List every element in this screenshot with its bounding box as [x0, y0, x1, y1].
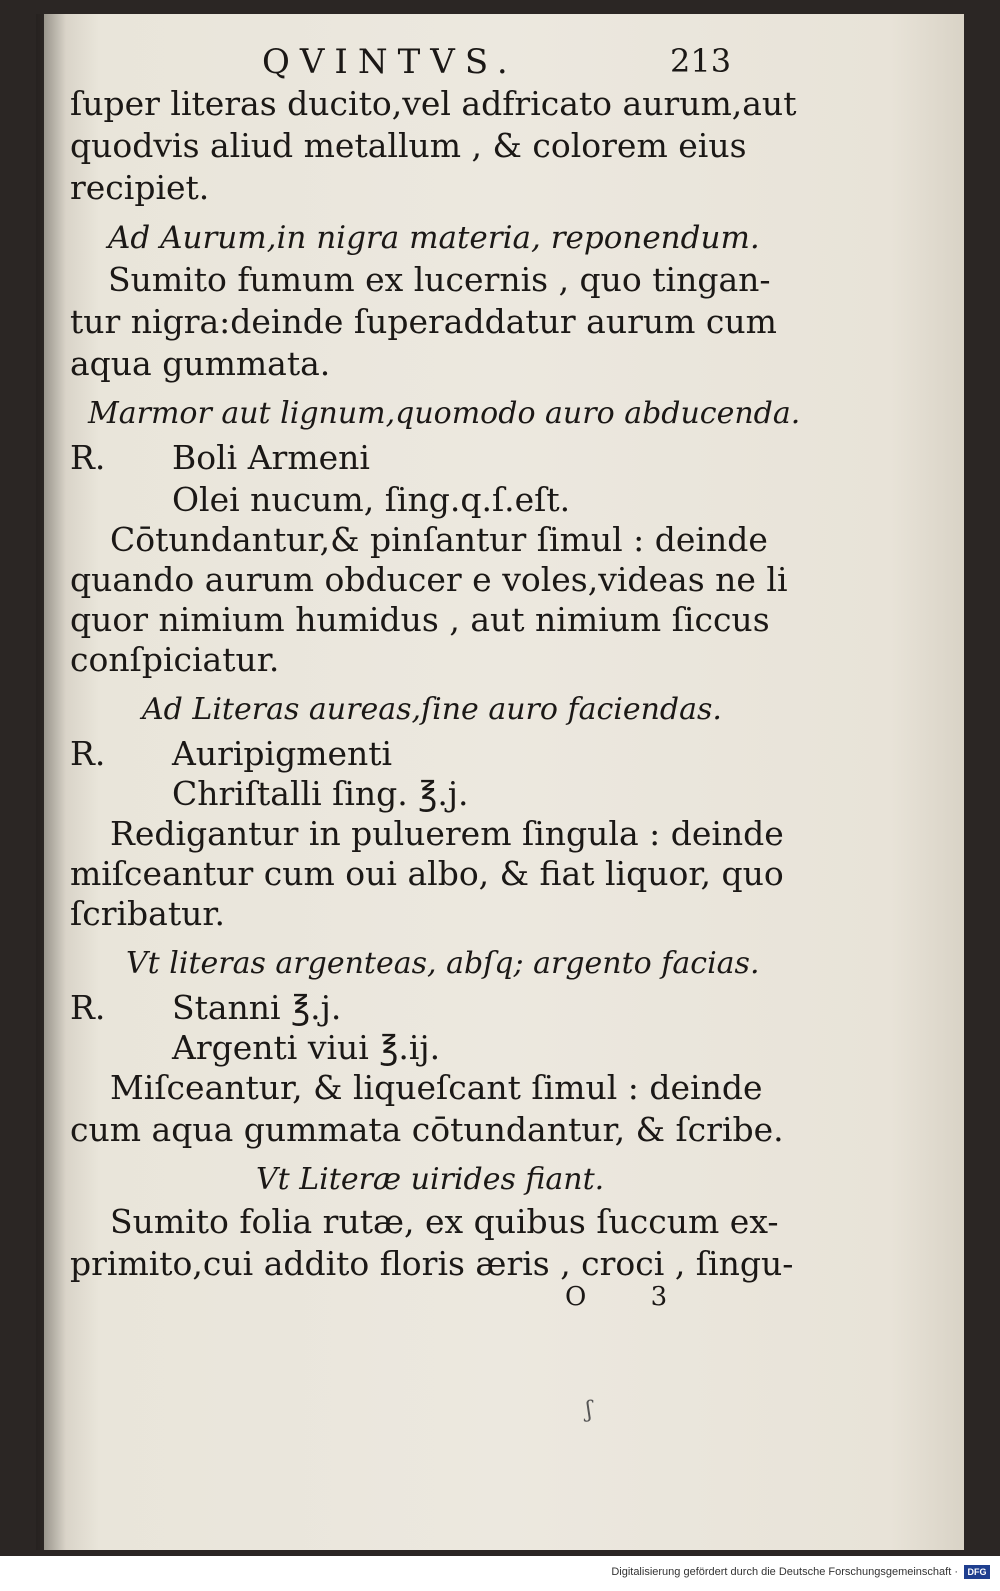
ingredient: Auripigmenti	[172, 734, 393, 773]
ingredient: Boli Armeni	[172, 438, 370, 477]
text-line: quor nimium humidus , aut nimium ſiccus	[70, 600, 770, 639]
page-number: 213	[670, 42, 732, 80]
signature-mark: O 3	[565, 1282, 696, 1312]
recipe-heading: Ad Literas aureas,ſine auro faciendas.	[142, 692, 722, 727]
ingredient: Olei nucum, ſing.q.ſ.eſt.	[172, 480, 571, 519]
text-line: Miſceantur, & liqueſcant ſimul : deinde	[110, 1068, 763, 1107]
text-line: primito,cui addito floris æris , croci , ſingu-	[70, 1244, 794, 1283]
ink-mark: ʃ	[586, 1398, 592, 1423]
text-line: ſuper literas ducito,vel adfricato aurum,aut	[70, 84, 797, 123]
recipe-heading: Ad Aurum,in nigra materia, reponendum.	[108, 220, 760, 256]
text-line: ſcribatur.	[70, 894, 225, 933]
text-line: Cōtundantur,& pinſantur ſimul : deinde	[110, 520, 768, 559]
text-line: Redigantur in puluerem ſingula : deinde	[110, 814, 784, 853]
recipe-heading: Vt literas argenteas, abſq; argento facias.	[126, 946, 760, 981]
recipe-heading: Vt Literæ uirides fiant.	[256, 1162, 605, 1197]
text-line: tur nigra:deinde ſuperaddatur aurum cum	[70, 302, 777, 341]
gutter-shadow	[36, 14, 66, 1550]
recipe-heading: Marmor aut lignum,quomodo auro abducenda.	[88, 396, 801, 431]
ingredient: Stanni ℥.j.	[172, 988, 342, 1027]
text-line: quando aurum obducer e voles,videas ne li	[70, 560, 788, 599]
recipe-marker: R.	[70, 438, 106, 477]
footer-credit: Digitalisierung gefördert durch die Deutsche Forschungsgemeinschaft ·	[611, 1566, 958, 1578]
footer	[0, 1556, 1000, 1591]
ingredient: Chriſtalli ſing. ℥.j.	[172, 774, 469, 813]
text-line: Sumito folia rutæ, ex quibus ſuccum ex-	[110, 1202, 779, 1241]
recipe-marker: R.	[70, 988, 106, 1027]
text-line: Sumito fumum ex lucernis , quo tingan-	[108, 260, 771, 299]
text-line: recipiet.	[70, 168, 210, 207]
text-line: quodvis aliud metallum , & colorem eius	[70, 126, 747, 165]
text-line: aqua gummata.	[70, 344, 331, 383]
text-line: cum aqua gummata cōtundantur, & ſcribe.	[70, 1110, 784, 1149]
ingredient: Argenti viui ℥.ij.	[172, 1028, 441, 1067]
text-line: miſceantur cum oui albo, & fiat liquor, quo	[70, 854, 784, 893]
dfg-logo: DFG	[964, 1565, 990, 1579]
text-line: conſpiciatur.	[70, 640, 280, 679]
running-title: QVINTVS.	[262, 42, 518, 82]
recipe-marker: R.	[70, 734, 106, 773]
